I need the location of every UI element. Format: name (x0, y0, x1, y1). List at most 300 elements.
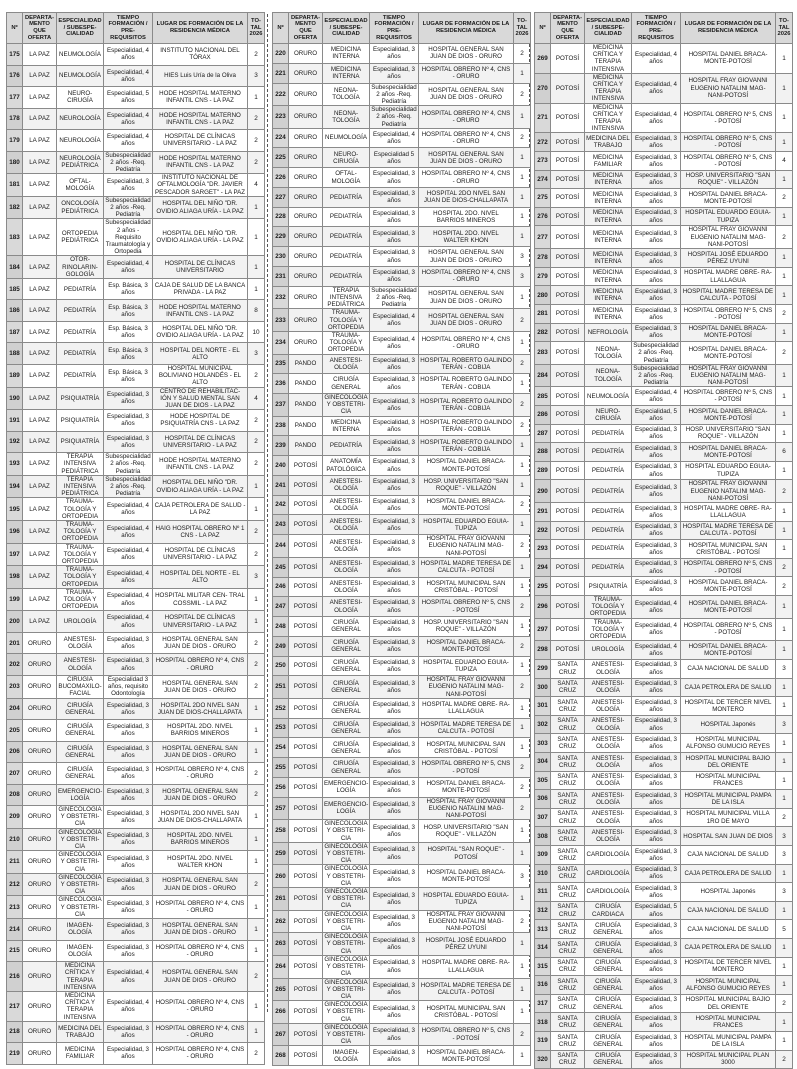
row-tiempo: Especialidad, 3 años (104, 896, 153, 919)
row-departamento: POTOSÍ (551, 170, 585, 189)
row-number: 196 (7, 521, 23, 544)
row-lugar: HOSPITAL EDUARDO EGUIA-TUPIZA (419, 888, 514, 911)
row-departamento: POTOSÍ (551, 558, 585, 577)
row-number: 269 (535, 44, 551, 74)
row-number: 230 (273, 247, 289, 267)
row-total: 1 (248, 741, 265, 763)
row-lugar: CAJA PETROLERA DE SALUD - LA PAZ (153, 498, 248, 521)
row-departamento: ORURO (289, 309, 323, 332)
row-tiempo: Especialidad 5 años (370, 148, 419, 168)
table-row (273, 83, 531, 106)
row-lugar: HOSPITAL DANIEL BRACA- MONTE-POTOSÍ (681, 405, 776, 424)
row-lugar: HOSPITAL DANIEL BRACA- MONTE-POTOSÍ (419, 1046, 514, 1066)
row-total: 1 (776, 901, 793, 920)
row-departamento: POTOSÍ (289, 910, 323, 933)
table-row (273, 416, 531, 436)
row-departamento: POTOSÍ (289, 535, 323, 558)
row-number: 272 (535, 133, 551, 152)
row-number: 178 (7, 108, 23, 130)
row-tiempo: Especialidad, 3 años (104, 1043, 153, 1065)
row-number: 192 (7, 431, 23, 453)
row-lugar: HOSPITAL GENERAL SAN JUAN DE DIOS - ORURO (419, 247, 514, 267)
row-lugar: HOSPITAL DEL NORTE - EL ALTO (153, 343, 248, 365)
row-tiempo: Especialidad, 3 años (632, 1032, 681, 1051)
row-departamento: POTOSÍ (551, 103, 585, 133)
row-total: 2 (248, 543, 265, 566)
row-especialidad: NEUROLOGÍA (57, 108, 104, 130)
row-departamento: ORURO (289, 207, 323, 227)
row-total: 1 (776, 103, 793, 133)
row-departamento: LA PAZ (23, 321, 57, 343)
row-tiempo: Subespecialidad 2 años -Req. Pediatría (371, 83, 417, 105)
row-tiempo: Especialidad, 3 años (370, 910, 419, 933)
table-row (7, 806, 265, 829)
row-number: 275 (535, 189, 551, 208)
row-lugar: HOSPITAL MUNICIPAL SAN CRISTÓBAL - POTOSÍ (681, 540, 776, 559)
row-especialidad: MEDICINA DEL TRABAJO (57, 1021, 104, 1043)
row-departamento: POTOSÍ (289, 1046, 323, 1066)
row-departamento: PANDO (289, 394, 323, 417)
row-tiempo: Especialidad, 3 años (104, 784, 153, 806)
row-tiempo: Especialidad, 3 años (104, 698, 153, 720)
row-departamento: ORURO (289, 227, 323, 247)
row-tiempo: Especialidad, 3 años (104, 940, 153, 962)
row-tiempo: Especialidad, 3 años (370, 676, 419, 699)
row-especialidad: GINECOLOGÍA Y OBSTETRI- CIA (324, 978, 368, 1000)
row-number: 200 (7, 611, 23, 633)
row-especialidad: EMERGENCIO- LOGÍA (323, 797, 370, 820)
row-total: 2 (514, 394, 531, 417)
row-total: 1 (514, 978, 531, 1001)
row-lugar: HOSPITAL FRAY GIOVANNI EUGENIO NATALINI MAG- NANI-POTOSÍ (681, 226, 776, 249)
table-row (535, 44, 793, 74)
row-departamento: SANTA CRUZ (551, 864, 585, 883)
row-especialidad: CIRUGÍA GENERAL (323, 718, 370, 738)
row-number: 283 (535, 342, 551, 365)
row-tiempo: Especialidad, 3 años (370, 1001, 419, 1024)
row-especialidad: NEONA- TOLOGÍA (585, 364, 632, 387)
table-row (7, 611, 265, 633)
row-especialidad: ANESTESI- OLOGÍA (323, 495, 370, 515)
row-total: 2 (248, 763, 265, 785)
row-total: 2 (514, 676, 531, 699)
table-row (7, 991, 265, 1021)
row-especialidad: PEDIATRÍA (585, 503, 632, 522)
row-total: 1 (514, 656, 531, 676)
row-especialidad: CIRUGÍA GENERAL (323, 374, 370, 394)
row-especialidad: CIRUGÍA BUCOMAXILO- FACIAL (58, 675, 102, 698)
row-number: 225 (273, 148, 289, 168)
row-number: 284 (535, 364, 551, 387)
row-total: 3 (776, 715, 793, 734)
row-total: 1 (248, 611, 265, 633)
row-lugar: HOSPITAL 2DO NIVEL SAN JUAN DE DIOS-CHALLAPATA (153, 698, 248, 720)
row-number: 245 (273, 557, 289, 577)
row-departamento: POTOSÍ (551, 342, 585, 365)
row-especialidad: NEONA- TOLOGÍA (585, 342, 632, 365)
row-number: 306 (535, 790, 551, 809)
table-row (273, 309, 531, 332)
row-total: 2 (248, 675, 265, 698)
row-departamento: LA PAZ (23, 566, 57, 589)
row-departamento: LA PAZ (23, 410, 57, 432)
row-tiempo: Especialidad, 3 años (370, 656, 419, 676)
row-lugar: HOSPITAL FRAY GIOVANNI EUGENIO NATALINI MAG- NANI-POTOSÍ (419, 910, 514, 933)
row-departamento: LA PAZ (23, 44, 57, 66)
row-especialidad: MEDICINA INTERNA (585, 249, 632, 268)
table-row (7, 475, 265, 498)
table-row (7, 698, 265, 720)
row-tiempo: Especialidad, 3 años (370, 842, 419, 865)
row-departamento: SANTA CRUZ (551, 1013, 585, 1032)
row-lugar: HOSPITAL DE CLÍNICAS UNIVERSITARIO - LA PAZ (153, 611, 248, 633)
row-tiempo: Especialidad, 3 años (632, 152, 681, 171)
row-tiempo: Especialidad, 3 años (370, 515, 419, 535)
row-total: 3 (514, 865, 531, 888)
row-tiempo: Especialidad, 3 años (632, 480, 681, 503)
row-especialidad: PEDIATRÍA (585, 558, 632, 577)
table-row (273, 168, 531, 188)
row-especialidad: OFTAL- MOLOGÍA (323, 168, 370, 188)
row-total: 1 (776, 44, 793, 74)
row-number: 239 (273, 436, 289, 456)
row-tiempo: Subespecialidad 2 años -Req. Pediatría (633, 364, 679, 387)
table-row (535, 715, 793, 734)
row-departamento: LA PAZ (23, 151, 57, 174)
row-especialidad: CIRUGÍA GENERAL (585, 1013, 632, 1032)
row-departamento: POTOSÍ (289, 597, 323, 617)
row-departamento: POTOSÍ (551, 73, 585, 103)
row-number: 181 (7, 174, 23, 197)
row-lugar: HOSPITAL DANIEL BRACA- MONTE-POTOSÍ (681, 577, 776, 596)
row-total: 2 (514, 309, 531, 332)
row-number: 278 (535, 249, 551, 268)
row-number: 297 (535, 618, 551, 641)
row-number: 302 (535, 715, 551, 734)
row-especialidad: MEDICINA INTERNA (585, 189, 632, 208)
row-tiempo: Especialidad, 4 años (104, 108, 153, 130)
row-especialidad: ANESTESI- OLOGÍA (323, 515, 370, 535)
row-tiempo: Esp. Básica, 3 años (104, 364, 153, 387)
row-tiempo: Especialidad, 3 años (370, 394, 419, 417)
row-number: 193 (7, 453, 23, 476)
table-row (7, 364, 265, 387)
row-especialidad: ANESTESI- OLOGÍA (585, 715, 632, 734)
table-row (7, 196, 265, 219)
row-lugar: HOSP. UNIVERSITARIO "SAN ROQUE" - VILLAZÓN (681, 424, 776, 443)
row-especialidad: CIRUGÍA GENERAL (323, 676, 370, 699)
row-lugar: CAJA PETROLERA DE SALUD (681, 678, 776, 697)
row-departamento: POTOSÍ (551, 286, 585, 305)
row-lugar: HOSPITAL GENERAL SAN JUAN DE DIOS - ORURO (153, 962, 248, 992)
table-row (7, 387, 265, 410)
row-departamento: POTOSÍ (289, 676, 323, 699)
row-number: 237 (273, 394, 289, 417)
row-total: 6 (776, 443, 793, 462)
table-row (273, 797, 531, 820)
row-total: 1 (514, 738, 531, 758)
row-total: 1 (514, 933, 531, 956)
row-tiempo: Especialidad, 4 años (104, 566, 153, 589)
row-lugar: HOSPITAL MUNICIPAL ALFONSO GUMUCIO REYES (681, 734, 776, 753)
table-row (273, 656, 531, 676)
row-number: 261 (273, 888, 289, 911)
row-tiempo: Especialidad, 3 años (370, 168, 419, 188)
row-total: 1 (248, 828, 265, 851)
row-total: 1 (776, 957, 793, 976)
row-lugar: HOSPITAL MADRE TERESA DE CALCUTA - POTOSÍ (419, 557, 514, 577)
row-departamento: ORURO (23, 784, 57, 806)
row-departamento: POTOSÍ (289, 820, 323, 843)
row-tiempo: Especialidad, 4 años (370, 128, 419, 148)
row-tiempo: Esp. Básica, 3 años (104, 321, 153, 343)
table-row (535, 883, 793, 902)
table-row (535, 734, 793, 753)
row-total: 2 (776, 994, 793, 1013)
row-total: 1 (248, 896, 265, 919)
row-lugar: HOSPITAL DANIEL BRACA- MONTE-POTOSÍ (681, 596, 776, 619)
table-row (7, 521, 265, 544)
row-number: 288 (535, 443, 551, 462)
row-number: 207 (7, 763, 23, 785)
row-departamento: POTOSÍ (289, 456, 323, 476)
row-lugar: HOSPITAL OBRERO Nº 4, CNS - ORURO (153, 991, 248, 1021)
table-row (535, 920, 793, 939)
row-total: 1 (248, 991, 265, 1021)
row-total: 1 (776, 503, 793, 522)
table-row (7, 566, 265, 589)
row-total: 1 (514, 888, 531, 911)
row-total: 1 (248, 940, 265, 962)
row-number: 243 (273, 515, 289, 535)
column-separator (267, 14, 268, 1012)
row-departamento: LA PAZ (23, 300, 57, 322)
row-lugar: HOSPITAL GENERAL SAN JUAN DE DIOS - ORURO (419, 309, 514, 332)
row-tiempo: Especialidad, 3 años (370, 227, 419, 247)
row-lugar: HOSPITAL 2DO. NIVEL BARRIOS MINEROS (153, 828, 248, 851)
row-lugar: HOSPITAL DANIEL BRACA- MONTE-POTOSÍ (419, 777, 514, 797)
row-especialidad: PEDIATRÍA (585, 461, 632, 480)
row-total: 2 (248, 453, 265, 476)
row-especialidad: NEUMOLOGÍA (585, 387, 632, 406)
table-row (7, 741, 265, 763)
table-row (7, 654, 265, 676)
row-departamento: POTOSÍ (551, 503, 585, 522)
row-total: 1 (514, 227, 531, 247)
row-departamento: POTOSÍ (289, 797, 323, 820)
row-lugar: HOSPITAL DANIEL BRACA- MONTE-POTOSÍ (681, 44, 776, 74)
row-tiempo: Especialidad, 4 años (370, 309, 419, 332)
row-total: 1 (776, 734, 793, 753)
row-departamento: ORURO (289, 266, 323, 286)
table-row (7, 453, 265, 476)
row-especialidad: ANESTESI- OLOGÍA (585, 697, 632, 716)
row-tiempo: Especialidad, 3 años (632, 521, 681, 540)
row-especialidad: MEDICINA CRÍTICA Y TERAPIA INTENSIVA (585, 44, 632, 74)
table-row (7, 410, 265, 432)
row-departamento: ORURO (23, 962, 57, 992)
row-especialidad: MEDICINA CRÍTICA Y TERAPIA INTENSIVA (57, 991, 104, 1021)
row-departamento: ORURO (23, 991, 57, 1021)
row-departamento: ORURO (23, 828, 57, 851)
row-lugar: HODE HOSPITAL MATERNO INFANTIL CNS - LA PAZ (153, 87, 248, 109)
row-total: 1 (514, 374, 531, 394)
header-tiempo: TIEMPO FORMACIÓN / PRE-REQUISITOS (370, 13, 419, 44)
row-tiempo: Especialidad, 3 años (632, 189, 681, 208)
row-departamento: LA PAZ (23, 256, 57, 279)
row-total: 1 (514, 515, 531, 535)
row-lugar: HOSPITAL GENERAL SAN JUAN DE DIOS - ORURO (153, 873, 248, 896)
row-total: 2 (514, 910, 531, 933)
row-especialidad: TERAPIA INTENSIVA PEDIÁTRICA (323, 286, 370, 309)
row-number: 208 (7, 784, 23, 806)
row-lugar: HOSPITAL OBRERO Nº 4, CNS - ORURO (153, 1043, 248, 1065)
row-number: 186 (7, 300, 23, 322)
row-departamento: LA PAZ (23, 219, 57, 256)
table-row (273, 515, 531, 535)
row-especialidad: PEDIATRÍA (57, 300, 104, 322)
row-departamento: POTOSÍ (551, 461, 585, 480)
row-number: 277 (535, 226, 551, 249)
table-row (7, 130, 265, 152)
table-row (535, 1013, 793, 1032)
row-total: 3 (776, 659, 793, 678)
row-especialidad: GINECOLOGÍA Y OBSTETRI- CIA (324, 933, 368, 955)
table-row (535, 752, 793, 771)
row-departamento: POTOSÍ (551, 577, 585, 596)
row-departamento: SANTA CRUZ (551, 1050, 585, 1069)
row-especialidad: ANESTESI- OLOGÍA (57, 632, 104, 654)
row-total: 2 (248, 1043, 265, 1065)
row-tiempo: Especialidad, 4 años (104, 962, 153, 992)
row-tiempo: Especialidad, 3 años (370, 698, 419, 718)
row-especialidad: GINECOLOGÍA Y OBSTETRI- CIA (324, 394, 368, 416)
row-especialidad: IMAGEN- OLOGÍA (57, 940, 104, 962)
row-departamento: SANTA CRUZ (551, 827, 585, 846)
row-tiempo: Especialidad, 4 años (632, 387, 681, 406)
row-tiempo: Subespecialidad 2 años -Req. Pediatría (371, 106, 417, 128)
row-especialidad: PEDIATRÍA (57, 321, 104, 343)
row-number: 244 (273, 535, 289, 558)
row-total: 1 (776, 133, 793, 152)
row-tiempo: Especialidad, 3 años (104, 410, 153, 432)
row-departamento: POTOSÍ (289, 738, 323, 758)
header-lugar: LUGAR DE FORMACIÓN DE LA RESIDENCIA MÉDICA (681, 13, 776, 44)
row-tiempo: Especialidad, 3 años (370, 738, 419, 758)
row-total: 1 (248, 87, 265, 109)
row-especialidad: ANESTESI- OLOGÍA (585, 734, 632, 753)
row-number: 286 (535, 405, 551, 424)
row-tiempo: Especialidad, 3 años (632, 304, 681, 323)
row-tiempo: Especialidad, 4 años (104, 543, 153, 566)
row-lugar: HOSPITAL MUNICIPAL ALFONSO GUMUCIO REYES (681, 976, 776, 995)
row-lugar: HOSPITAL GENERAL SAN JUAN DE DIOS - ORURO (419, 83, 514, 106)
table-row (7, 675, 265, 698)
row-number: 299 (535, 659, 551, 678)
row-especialidad: PEDIATRÍA (323, 187, 370, 207)
row-lugar: HOSPITAL MUNICIPAL SAN CRISTÓBAL - POTOSÍ (419, 577, 514, 597)
row-tiempo: Especialidad, 4 años (632, 596, 681, 619)
row-total: 1 (776, 267, 793, 286)
row-departamento: ORURO (289, 187, 323, 207)
row-tiempo: Especialidad, 4 años (104, 130, 153, 152)
table-header-row (7, 13, 265, 44)
row-departamento: POTOSÍ (289, 718, 323, 738)
row-tiempo: Especialidad, 3 años (104, 763, 153, 785)
row-tiempo: Especialidad, 3 años (104, 828, 153, 851)
row-number: 303 (535, 734, 551, 753)
row-number: 266 (273, 1001, 289, 1024)
table-row (7, 108, 265, 130)
row-especialidad: ANESTESI- OLOGÍA (57, 654, 104, 676)
row-lugar: HOSP. UNIVERSITARIO "SAN ROQUE" - VILLAZÓN (419, 820, 514, 843)
row-number: 218 (7, 1021, 23, 1043)
row-number: 308 (535, 827, 551, 846)
row-tiempo: Especialidad, 3 años (104, 632, 153, 654)
table-row (535, 103, 793, 133)
row-number: 176 (7, 65, 23, 87)
row-total: 2 (514, 597, 531, 617)
row-departamento: SANTA CRUZ (551, 957, 585, 976)
row-departamento: POTOSÍ (551, 443, 585, 462)
row-number: 262 (273, 910, 289, 933)
row-total: 2 (514, 777, 531, 797)
row-tiempo: Especialidad, 3 años (370, 374, 419, 394)
table-row (273, 842, 531, 865)
row-number: 307 (535, 808, 551, 827)
row-especialidad: ANESTESI- OLOGÍA (585, 659, 632, 678)
row-lugar: INSTITUTO NACIONAL DEL TÓRAX (153, 44, 248, 66)
header-lugar: LUGAR DE FORMACIÓN DE LA RESIDENCIA MÉDICA (153, 13, 248, 44)
row-total: 1 (514, 718, 531, 738)
row-total: 1 (248, 219, 265, 256)
row-lugar: HOSPITAL DANIEL BRACA- MONTE-POTOSÍ (419, 456, 514, 476)
table-row (273, 475, 531, 495)
row-tiempo: Especialidad, 4 años (104, 521, 153, 544)
row-lugar: CENTRO DE REHABILITAC- IÓN Y SALUD MENTAL SAN JUAN DE DIOS - LA PAZ (153, 387, 248, 410)
row-total: 1 (776, 521, 793, 540)
row-tiempo: Especialidad, 3 años (370, 63, 419, 83)
row-tiempo: Especialidad, 3 años (370, 577, 419, 597)
row-lugar: HOSPITAL DANIEL BRACA- MONTE-POTOSÍ (681, 342, 776, 365)
row-departamento: SANTA CRUZ (551, 715, 585, 734)
row-especialidad: GINECOLOGÍA Y OBSTETRI- CIA (324, 888, 368, 910)
table-row (7, 343, 265, 365)
row-lugar: HOSPITAL ROBERTO GALINDO TERÁN - COBIJA (419, 374, 514, 394)
table-row (273, 148, 531, 168)
row-especialidad: ANESTESI- OLOGÍA (585, 752, 632, 771)
row-especialidad: CARDIOLOGÍA (585, 883, 632, 902)
table-row (273, 820, 531, 843)
row-lugar: HOSPITAL SAN JUAN DE DIOS (681, 827, 776, 846)
row-especialidad: EMERGENCIO- LOGÍA (323, 777, 370, 797)
row-tiempo: Especialidad, 3 años (370, 1046, 419, 1066)
row-total: 2 (776, 480, 793, 503)
row-total: 3 (514, 266, 531, 286)
row-especialidad: PSIQUIATRÍA (57, 387, 104, 410)
table-header-row (535, 13, 793, 44)
header-total: TO- TAL 2026 (776, 13, 793, 44)
row-departamento: LA PAZ (23, 278, 57, 300)
row-especialidad: CIRUGÍA GENERAL (323, 656, 370, 676)
row-total: 1 (248, 1021, 265, 1043)
header-departamento: DEPARTA- MENTO QUE OFERTA (551, 13, 585, 44)
row-tiempo: Esp. Básica, 3 años (104, 300, 153, 322)
row-departamento: LA PAZ (23, 543, 57, 566)
row-number: 264 (273, 955, 289, 978)
row-especialidad: PEDIATRÍA (57, 343, 104, 365)
row-tiempo: Especialidad, 3 años (632, 540, 681, 559)
